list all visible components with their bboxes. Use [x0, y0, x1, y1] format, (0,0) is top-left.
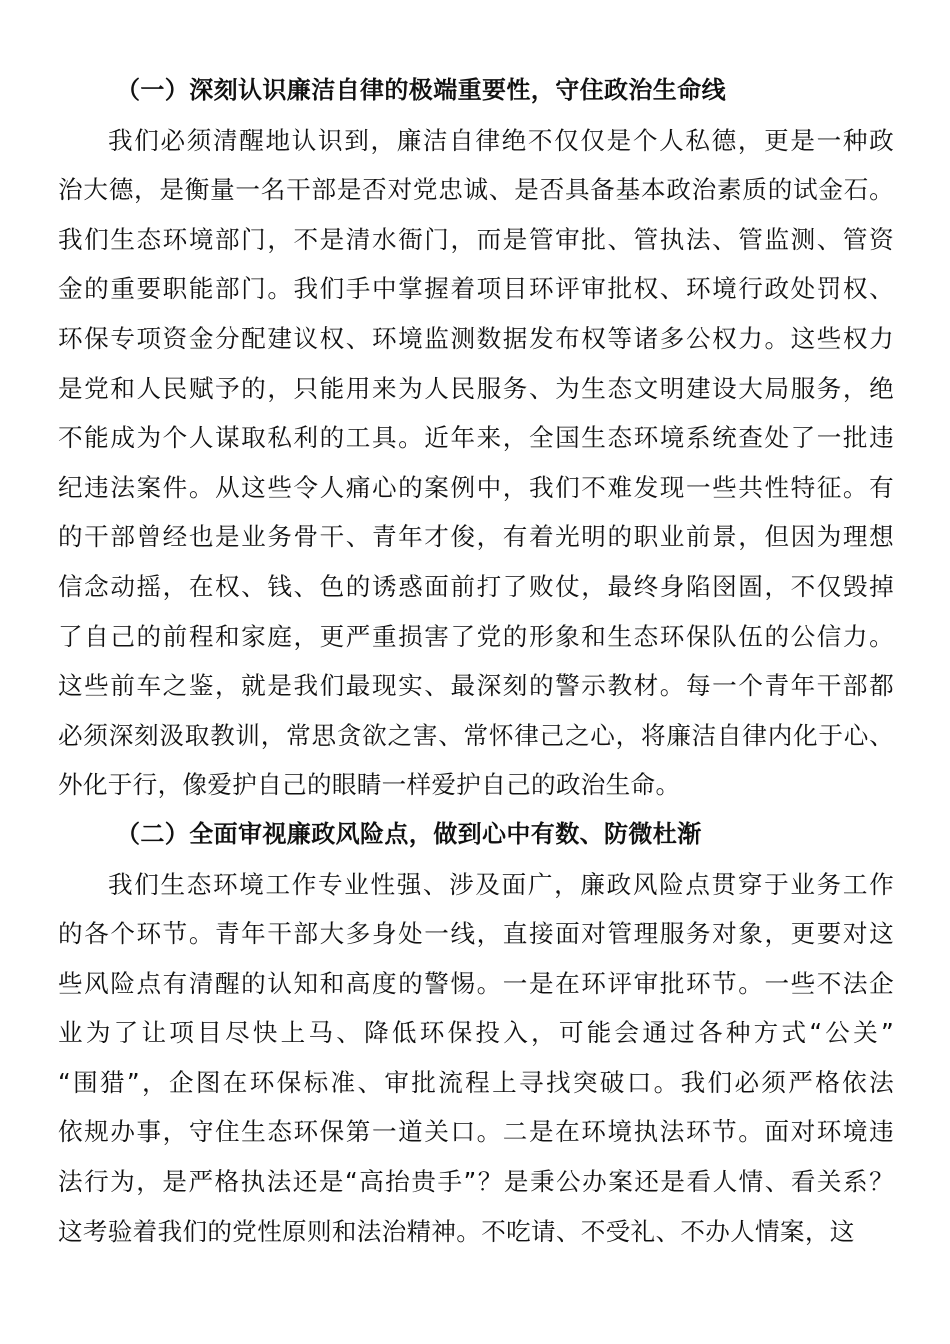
paragraph-line: 些风险点有清醒的认知和高度的警惕。一是在环评审批环节。一些不法企: [58, 968, 894, 998]
paragraph-line: “围猎”，企图在环保标准、审批流程上寻找突破口。我们必须严格依法: [58, 1067, 894, 1097]
section-1-paragraph: [58, 116, 894, 810]
section-2-paragraph: [58, 860, 894, 1257]
paragraph-line: 业为了让项目尽快上马、降低环保投入，可能会通过各种方式“公关”: [58, 1018, 894, 1048]
paragraph-line: 的干部曾经也是业务骨干、青年才俊，有着光明的职业前景，但因为理想: [58, 522, 894, 552]
paragraph-line: 信念动摇，在权、钱、色的诱惑面前打了败仗，最终身陷囹圄，不仅毁掉: [58, 571, 894, 601]
paragraph-line: 依规办事，守住生态环保第一道关口。二是在环境执法环节。面对环境违: [58, 1117, 894, 1147]
section-2-heading: （二）全面审视廉政风险点，做到心中有数、防微杜渐: [116, 819, 702, 848]
paragraph-line: 是党和人民赋予的，只能用来为人民服务、为生态文明建设大局服务，绝: [58, 373, 894, 403]
paragraph-line: 环保专项资金分配建议权、环境监测数据发布权等诸多公权力。这些权力: [58, 323, 894, 353]
section-1-heading: （一）深刻认识廉洁自律的极端重要性，守住政治生命线: [116, 76, 726, 104]
paragraph-line: 了自己的前程和家庭，更严重损害了党的形象和生态环保队伍的公信力。: [58, 621, 894, 651]
paragraph-line: 法行为，是严格执法还是“高抬贵手”？是秉公办案还是看人情、看关系？: [58, 1167, 894, 1197]
document-page: [58, 66, 894, 1256]
paragraph-line: 我们必须清醒地认识到，廉洁自律绝不仅仅是个人私德，更是一种政: [108, 125, 894, 155]
paragraph-line: 的各个环节。青年干部大多身处一线，直接面对管理服务对象，更要对这: [58, 919, 894, 949]
paragraph-line: 治大德，是衡量一名干部是否对党忠诚、是否具备基本政治素质的试金石。: [58, 175, 894, 205]
paragraph-line: 我们生态环境部门，不是清水衙门，而是管审批、管执法、管监测、管资: [58, 224, 894, 254]
paragraph-line: 金的重要职能部门。我们手中掌握着项目环评审批权、环境行政处罚权、: [58, 274, 894, 304]
paragraph-line: 不能成为个人谋取私利的工具。近年来，全国生态环境系统查处了一批违: [58, 423, 894, 453]
paragraph-line: 外化于行，像爱护自己的眼睛一样爱护自己的政治生命。: [58, 770, 681, 800]
paragraph-line: 这考验着我们的党性原则和法治精神。不吃请、不受礼、不办人情案，这: [58, 1216, 855, 1246]
paragraph-line: 我们生态环境工作专业性强、涉及面广，廉政风险点贯穿于业务工作: [108, 869, 894, 899]
paragraph-line: 这些前车之鉴，就是我们最现实、最深刻的警示教材。每一个青年干部都: [58, 671, 894, 701]
paragraph-line: 必须深刻汲取教训，常思贪欲之害、常怀律己之心，将廉洁自律内化于心、: [58, 720, 894, 750]
paragraph-line: 纪违法案件。从这些令人痛心的案例中，我们不难发现一些共性特征。有: [58, 472, 894, 502]
